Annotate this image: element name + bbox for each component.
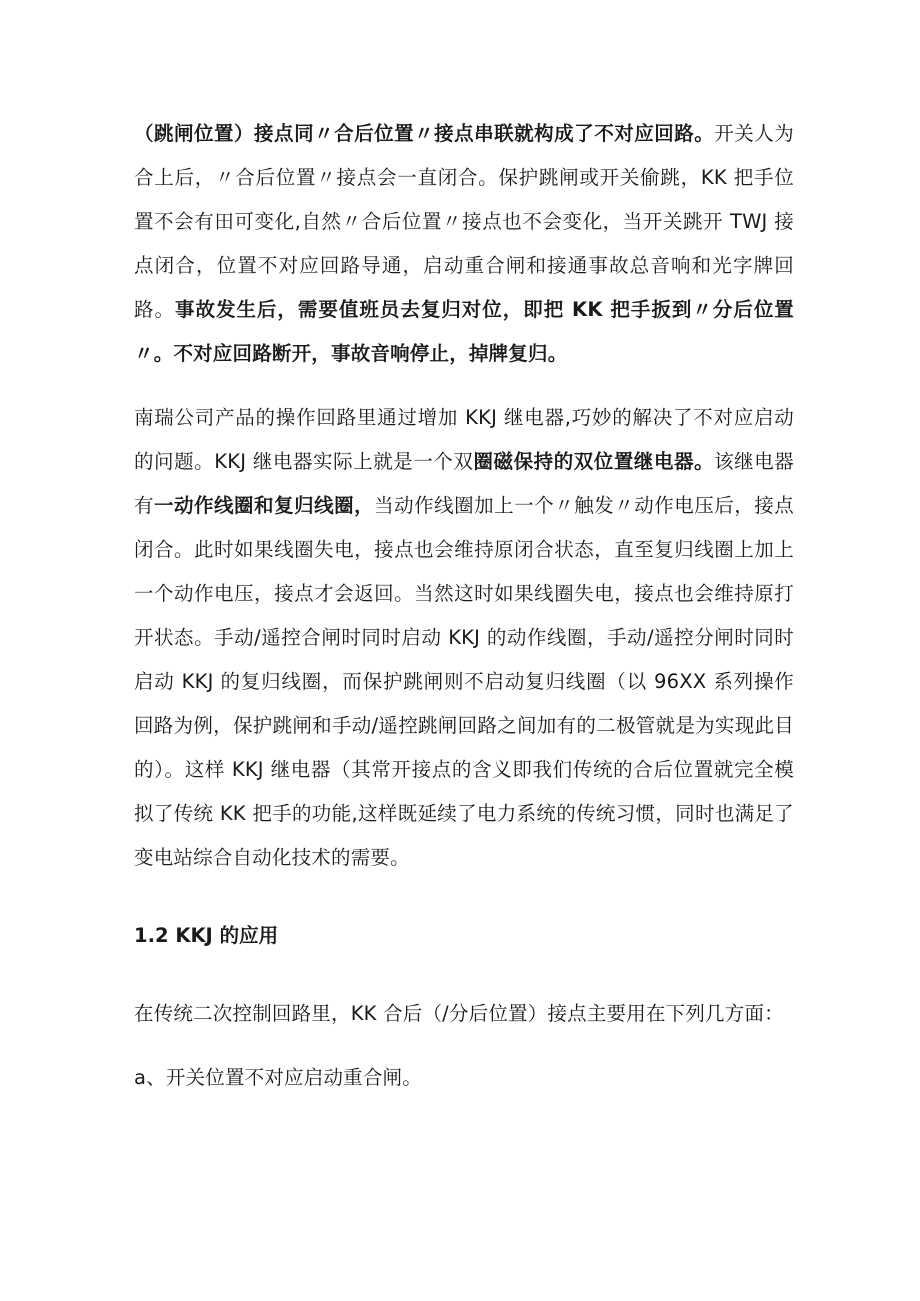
body-text: 南瑞公司产品的操作回路里通过增加 KKJ 继电器,巧妙的解决了不对应启动的问题。KKJ 继电器实际上就是一个双 [134,406,794,473]
bold-text: （跳闸位置）接点同〃合后位置〃接点串联就构成了不对应回路。 [134,122,715,145]
paragraph-nonconforming-circuit [134,112,794,376]
document-page [134,112,794,1100]
paragraph-kk-usage: 在传统二次控制回路里，KK 合后（/分后位置）接点主要用在下列几方面： [134,1002,784,1025]
bold-text: 事故发生后，需要值班员去复归对位，即把 KK 把手扳到〃分后位置〃。不对应回路断开，事故音响停止，掉牌复归。 [134,298,795,365]
section-heading: 1.2 KKJ 的应用 [134,924,279,947]
body-text: 当动作线圈加上一个〃触发〃动作电压后，接点闭合。此时如果线圈失电，接点也会维持原闭合状态，直至复归线圈上加上一个动作电压，接点才会返回。当然这时如果线圈失电，接点也会维持原打开状态。手动/遥控合闸时同时启动 KKJ 的动作线圈，手动/遥控分闸时同时启动 KKJ 的复归线圈，而保护跳闸则不启动复归线圈（以 96XX 系列操作回路为例，保护跳闸和手动/遥控跳闸回路之间加有的二极管就是为实现此目的）。这样 KKJ 继电器（其常开接点的含义即我们传统的合后位置就完全模拟了传统 KK 把手的功能,这样既延续了电力系统的传统习惯，同时也满足了变电站综合自动化技术的需要。 [134,494,795,869]
bold-text: 圈磁保持的双位置继电器。 [473,450,715,473]
body-text: 开关人为合上后，〃合后位置〃接点会一直闭合。保护跳闸或开关偷跳，KK 把手位置不会有田可变化,自然〃合后位置〃接点也不会变化，当开关跳开 TWJ 接点闭合，位置不对应回路导通，启动重合闸和接通事故总音响和光字牌回路。 [134,122,794,321]
body-text: 该继电器有 [134,450,794,517]
paragraph-kkj-relay [134,396,794,880]
list-item-a: a、开关位置不对应启动重合闸。 [134,1066,422,1089]
bold-text: 一动作线圈和复归线圈， [154,494,375,517]
